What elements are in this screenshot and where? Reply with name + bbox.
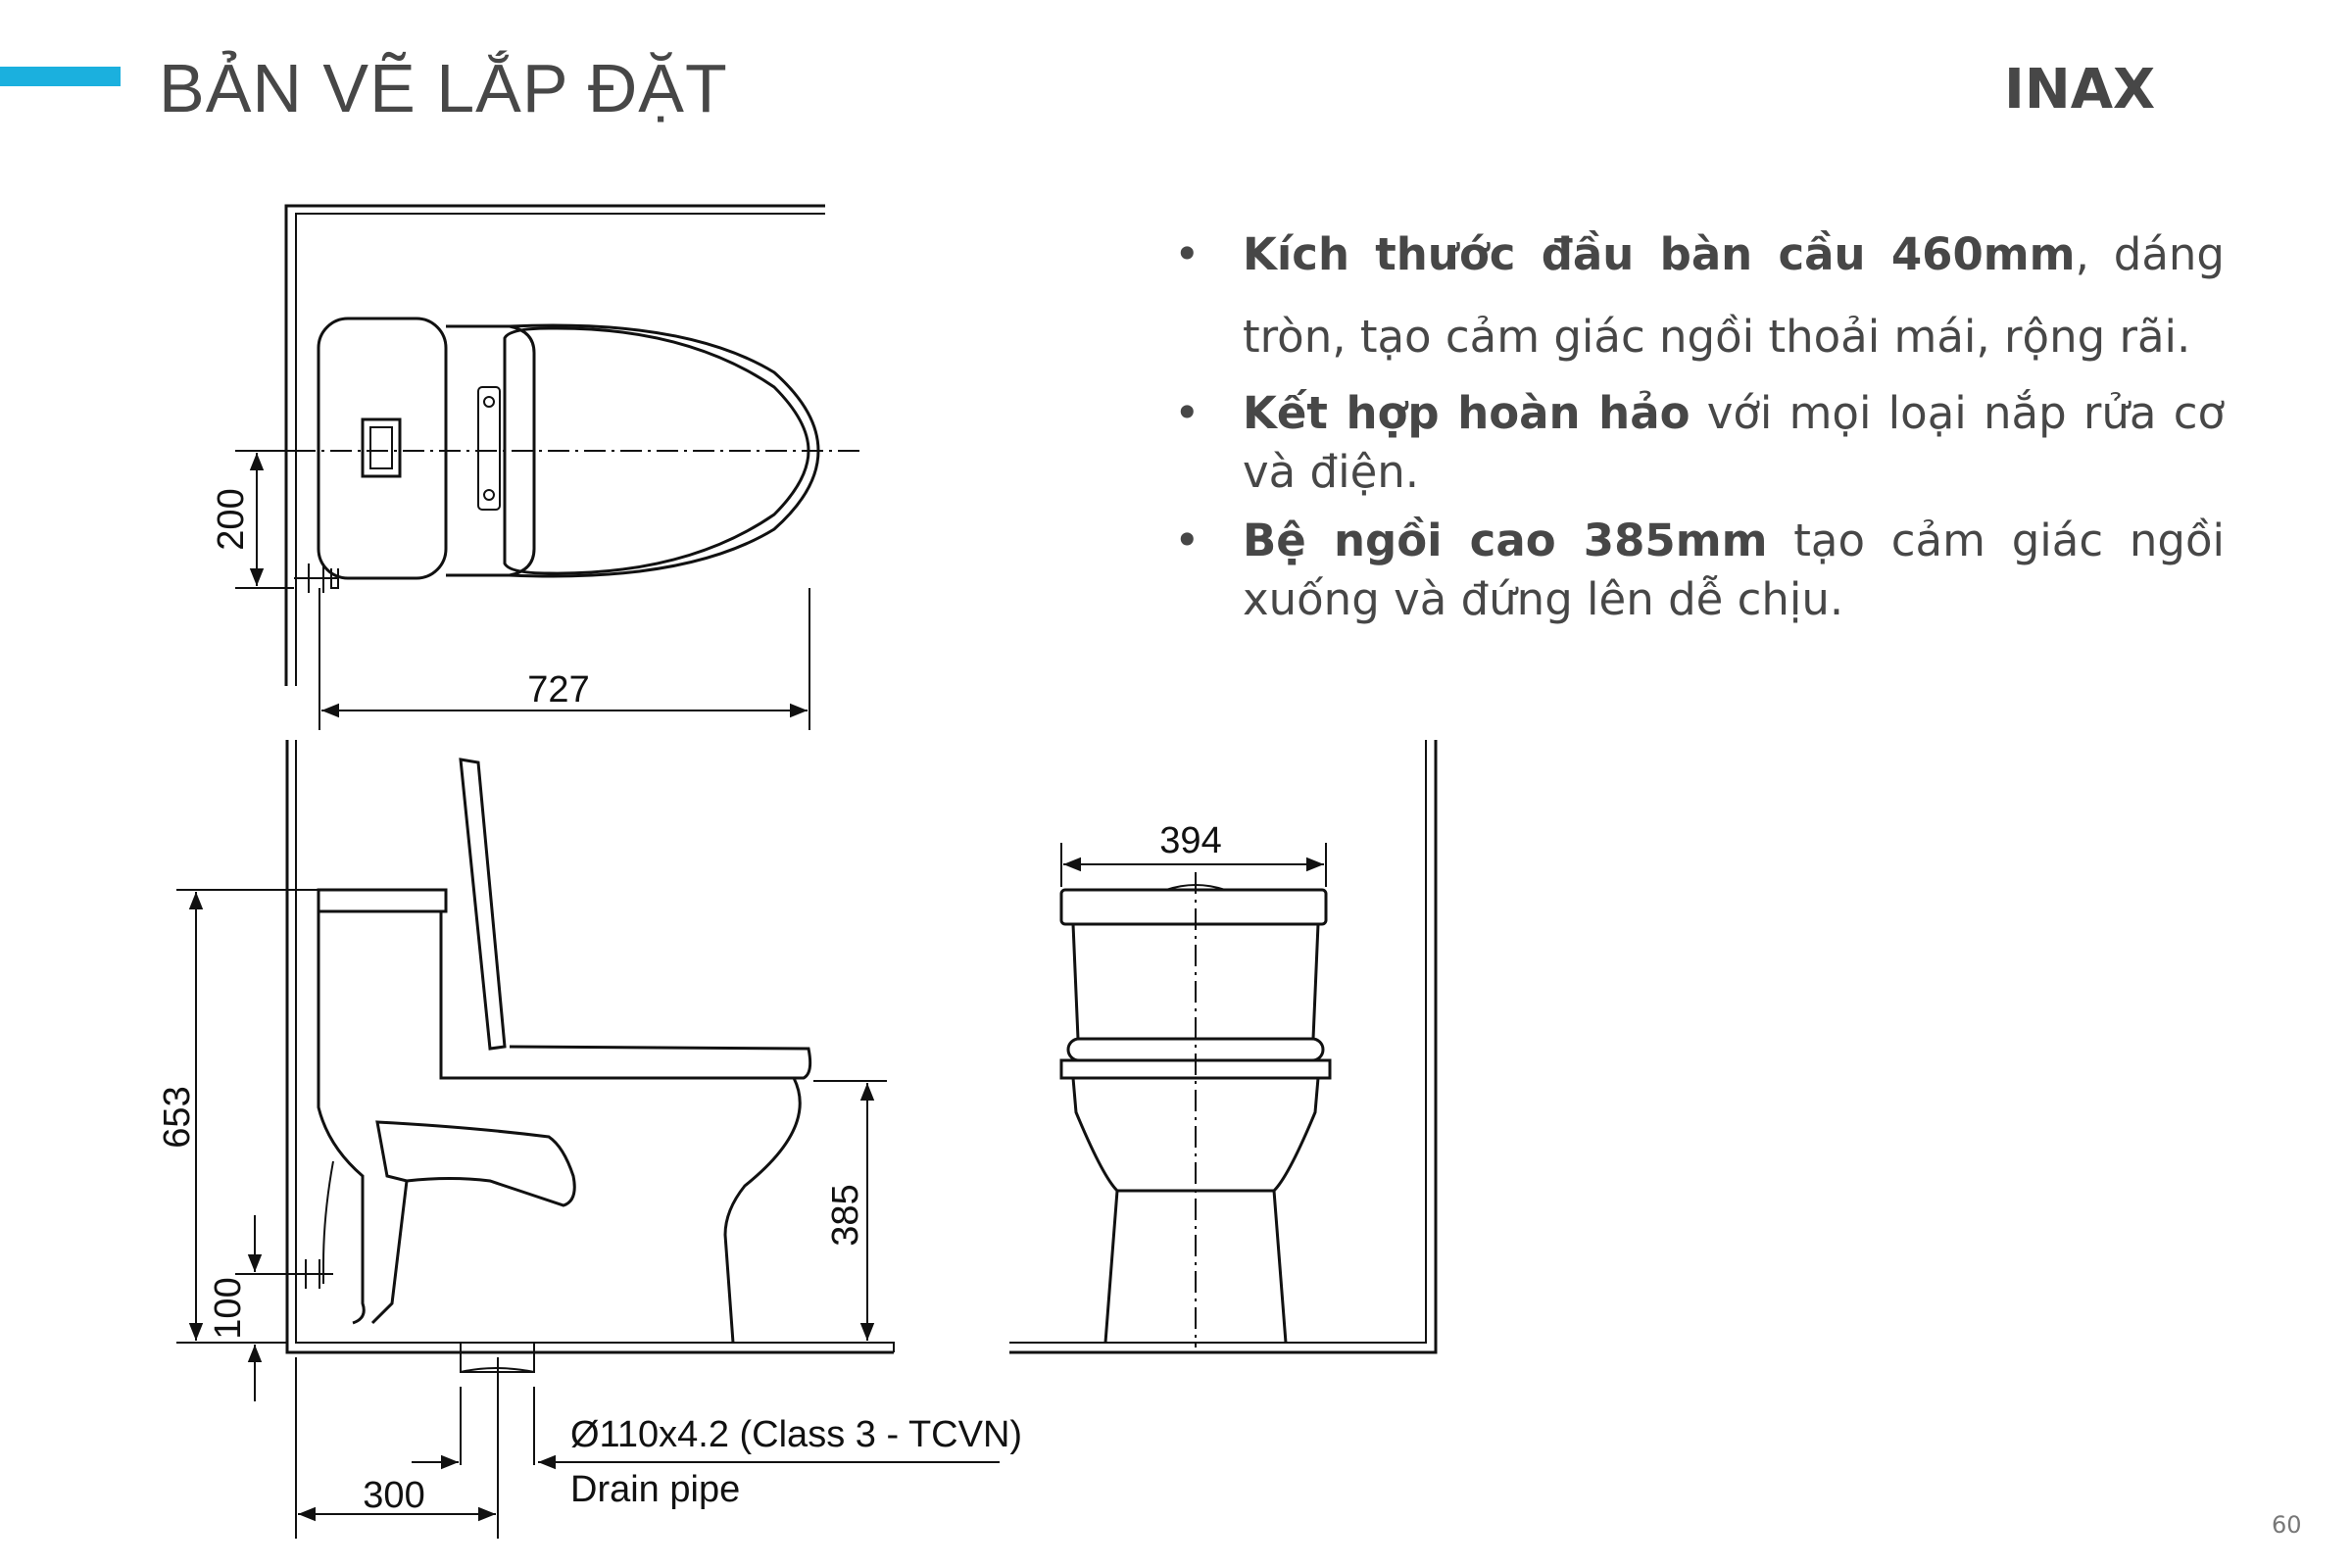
page-number: 60 bbox=[2272, 1511, 2302, 1539]
brand-logo: INAX bbox=[2004, 58, 2156, 122]
dim-label-653: 653 bbox=[157, 1086, 198, 1149]
pipe-label: Drain pipe bbox=[570, 1469, 741, 1510]
bullet-icon: • bbox=[1174, 228, 1200, 280]
drain-pipe-note bbox=[538, 1414, 1022, 1510]
feature-text: tạo cảm giác ngồi xuống và đứng lên dễ chịu. bbox=[1243, 514, 2226, 625]
top-view bbox=[211, 206, 862, 730]
dim-label-200: 200 bbox=[211, 488, 252, 551]
dim-label-385: 385 bbox=[825, 1184, 866, 1247]
dimension-385 bbox=[813, 1081, 887, 1341]
feature-highlight: Kết hợp hoàn hảo bbox=[1243, 387, 1690, 439]
front-view bbox=[1009, 740, 1436, 1352]
dimension-100 bbox=[208, 1215, 294, 1401]
pipe-spec-label: Ø110x4.2 (Class 3 - TCVN) bbox=[570, 1414, 1023, 1455]
feature-highlight: Kích thước đầu bàn cầu 460mm bbox=[1243, 228, 2076, 280]
dim-label-394: 394 bbox=[1159, 820, 1222, 861]
wall-corner-top bbox=[286, 206, 825, 686]
bullet-icon: • bbox=[1174, 514, 1200, 566]
dimension-300 bbox=[296, 1357, 534, 1539]
feature-text: với mọi loại nắp rửa cơ và điện. bbox=[1243, 387, 2225, 498]
side-view bbox=[157, 740, 1022, 1539]
dimension-394 bbox=[1061, 820, 1326, 887]
dim-label-100: 100 bbox=[208, 1277, 249, 1340]
dimension-727 bbox=[319, 588, 809, 730]
dim-label-727: 727 bbox=[527, 669, 590, 710]
page-title: BẢN VẼ LẮP ĐẶT bbox=[159, 50, 728, 126]
dim-label-300: 300 bbox=[363, 1475, 425, 1516]
wall-floor-front bbox=[1009, 740, 1436, 1352]
dimension-200 bbox=[211, 451, 294, 588]
feature-highlight: Bệ ngồi cao 385mm bbox=[1243, 514, 1768, 566]
toilet-top-outline bbox=[294, 318, 818, 593]
feature-text: , dáng tròn, tạo cảm giác ngồi thoải mái, rộng rãi. bbox=[1243, 228, 2226, 363]
toilet-side-outline bbox=[294, 760, 810, 1372]
bullet-icon: • bbox=[1174, 387, 1200, 439]
